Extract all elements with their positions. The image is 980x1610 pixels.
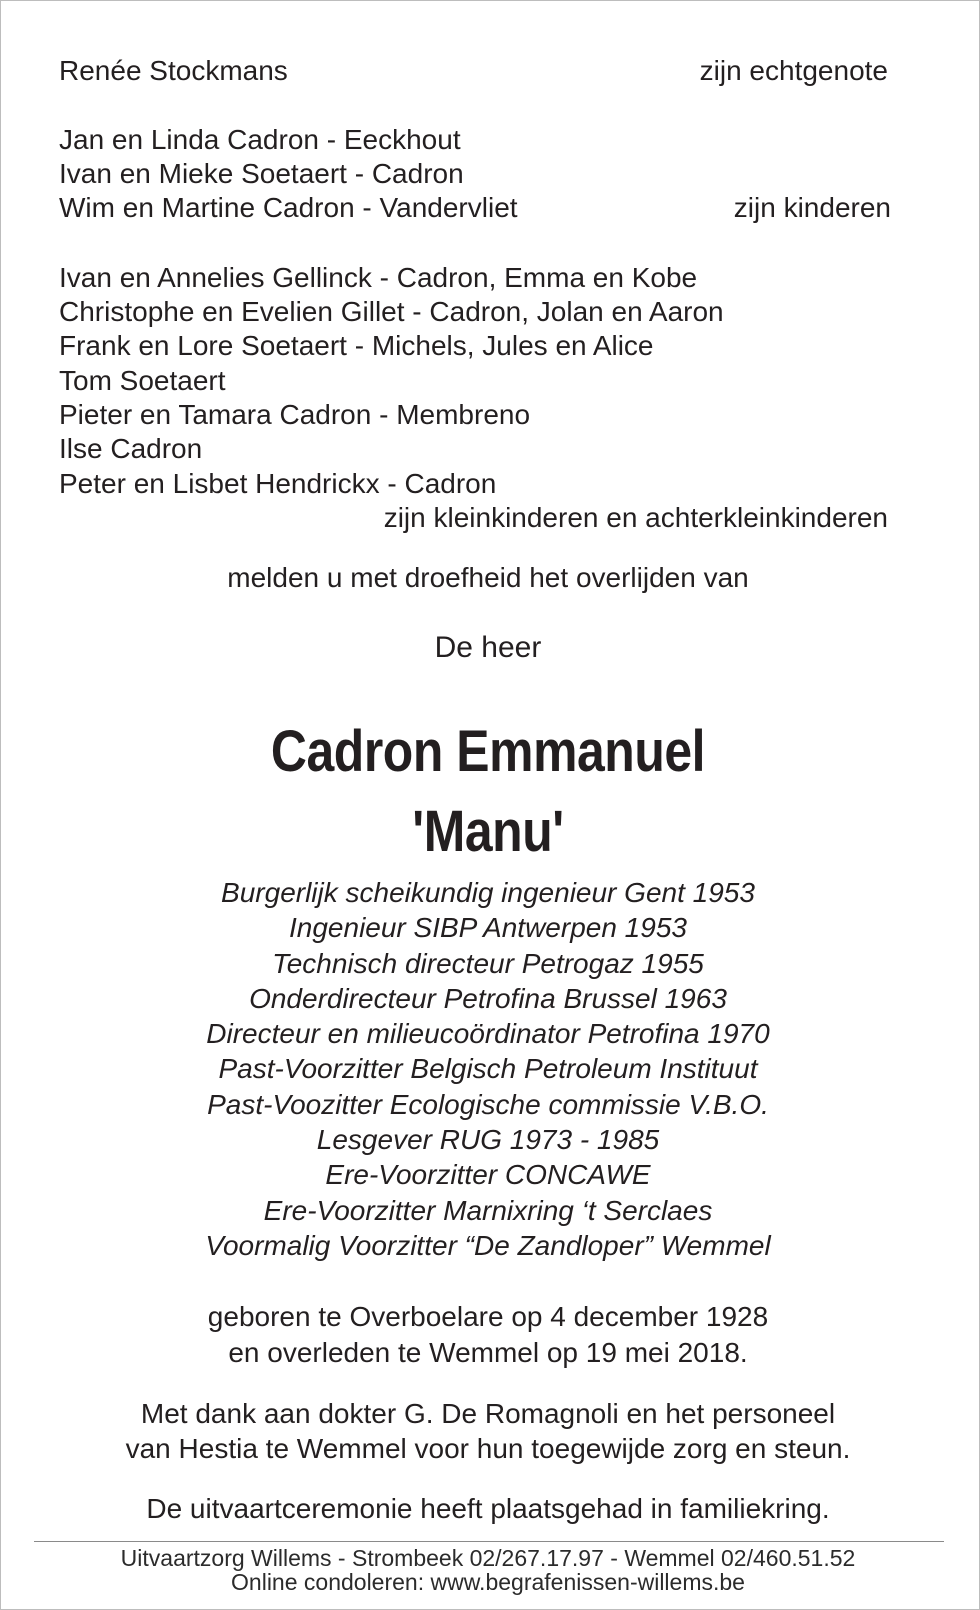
career-list [0,875,976,1263]
career-line: Past-Voorzitter Belgisch Petroleum Instituut [218,1053,758,1085]
grandchildren-label: zijn kleinkinderen en achterkleinkinderen [383,502,888,533]
grandchild-line: Pieter en Tamara Cadron - Membreno [59,399,531,430]
announcement-text: melden u met droefheid het overlijden van [227,562,749,593]
children-label: zijn kinderen [733,192,891,223]
career-line: Past-Voozitter Ecologische commissie V.B.O. [207,1088,769,1120]
grandchild-line: Ilse Cadron [59,433,203,464]
career-line: Lesgever RUG 1973 - 1985 [316,1124,660,1156]
child-line: Jan en Linda Cadron - Eeckhout [59,124,461,155]
spouse-label: zijn echtgenote [699,55,888,86]
career-line: Directeur en milieucoördinator Petrofina 1970 [206,1018,770,1050]
death-line: en overleden te Wemmel op 19 mei 2018. [228,1337,748,1368]
career-line: Ere-Voorzitter Marnixring ‘t Serclaes [263,1194,713,1226]
footer-divider [34,1541,944,1542]
thanks-line: van Hestia te Wemmel voor hun toegewijde zorg en steun. [125,1433,851,1464]
career-line: Voormalig Voorzitter “De Zandloper” Wemmel [205,1229,771,1261]
career-line: Ingenieur SIBP Antwerpen 1953 [289,912,687,944]
salutation: De heer [434,631,542,664]
thanks-line: Met dank aan dokter G. De Romagnoli en het personeel [140,1398,836,1429]
grandchild-line: Christophe en Evelien Gillet - Cadron, Jolan en Aaron [59,296,724,327]
child-line: Wim en Martine Cadron - Vandervliet [59,192,518,223]
deceased-name: Cadron Emmanuel [270,719,706,784]
grandchild-line: Peter en Lisbet Hendrickx - Cadron [59,468,497,499]
funeral-home-info: Uitvaartzorg Willems - Strombeek 02/267.17.97 - Wemmel 02/460.51.52 [120,1545,856,1571]
career-line: Burgerlijk scheikundig ingenieur Gent 1953 [221,877,755,908]
online-condolences: Online condoleren: www.begrafenissen-willems.be [231,1569,745,1595]
ceremony-text: De uitvaartceremonie heeft plaatsgehad in familiekring. [146,1493,830,1524]
career-line: Technisch directeur Petrogaz 1955 [272,947,704,979]
birth-line: geboren te Overboelare op 4 december 1928 [207,1301,769,1332]
child-line: Ivan en Mieke Soetaert - Cadron [59,158,464,189]
career-line: Ere-Voorzitter CONCAWE [325,1159,651,1191]
deceased-nickname: 'Manu' [412,799,564,864]
grandchild-line: Frank en Lore Soetaert - Michels, Jules en Alice [59,330,654,361]
grandchild-line: Ivan en Annelies Gellinck - Cadron, Emma en Kobe [59,262,698,293]
grandchild-line: Tom Soetaert [59,365,226,396]
career-line: Onderdirecteur Petrofina Brussel 1963 [249,982,727,1014]
spouse-name: Renée Stockmans [59,55,288,86]
